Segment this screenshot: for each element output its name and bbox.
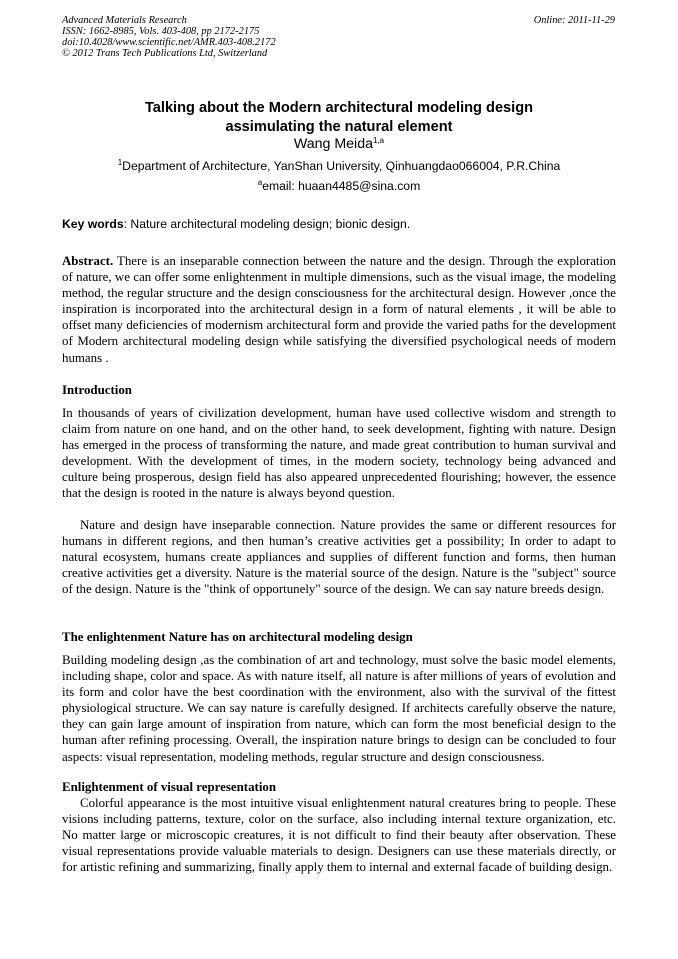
affiliation-text: Department of Architecture, YanShan University, Qinhuangdao066004, P.R.China [122,159,561,173]
intro-paragraph-2: Nature and design have inseparable connection. Nature provides the same or different resources for humans in different regions, and then human’s creative activities get a possibility; In order to adapt to natural ecosystem, humans create appliances and supplies of different function and forms, then human creative activities get a diversity. Nature is the material source of the design. Nature is the "subject" source of the design. Nature is the "think of opportunely" source of the design. We can say nature breeds design. [62,518,616,597]
author-line [62,136,616,152]
affiliation-superscript: 1 [117,158,123,167]
keywords-text: : Nature architectural modeling design; bionic design. [123,217,411,231]
email-superscript: a [257,178,263,187]
enlightenment-paragraph: Building modeling design ,as the combination of art and technology, must solve the basic model elements, including shape, color and space. As with nature itself, all nature is after millions of years of evolution and its form and color have the best coordination with the environment, also with the survival of the fittest physiological structure. We can say nature is carefully designed. If architects carefully observe the nature, they can gain large amount of inspiration from nature, which can form the most beneficial design to the human after refining processing. Overall, the inspiration nature brings to design can be concluded to four aspects: visual representation, modeling methods, regular structure and design consciousness. [62,653,616,764]
email-text: email: huaan4485@sina.com [262,179,421,193]
keywords [62,217,616,232]
intro-paragraph-1: In thousands of years of civilization development, human have used collective wisdom and strength to claim from nature on one hand, and on the other hand, to seek development, fighting with nature. Design has emerged in the process of transforming the nature, and made great contribution to human survival and development. With the development of times, in the modern society, technology being advanced and culture being prosperous, design field has also appeared unprecedented flourishing; however, the essence that the design is rooted in the nature is always beyond question. [62,406,616,501]
author-name: Wang Meida [293,136,373,152]
doi-line: doi:10.4028/www.scientific.net/AMR.403-408.2172 [62,37,276,48]
paper-title [62,99,616,137]
abstract-text: There is an inseparable connection between the nature and the design. Through the exploration of nature, we can offer some enlightenment in multiple dimensions, such as the visual image, the modeling method, the regular structure and the design consciousness for the architectural design. However ,once the inspiration is incorporated into the architectural design in a form of natural elements , it will be able to offset many deficiencies of modernism architectural form and provide the varied paths for the development of Modern architectural modeling design while satisfying the diversified psychological needs of modern humans . [62,254,616,365]
journal-header [62,15,276,59]
issn-line: ISSN: 1662-8985, Vols. 403-408, pp 2172-2175 [62,26,260,37]
visual-paragraph: Colorful appearance is the most intuitive visual enlightenment natural creatures bring to people. These visions including patterns, texture, color on the surface, also including internal texture organization, etc. No matter large or microscopic creatures, it is not difficult to find their beauty after observation. These visual representations provide valuable materials to design. Designers can use these materials directly, or for artistic refining and summarizing, finally apply them to internal and external facade of building design. [62,796,616,875]
subsection-heading-visual: Enlightenment of visual representation [62,780,277,794]
copyright-line: © 2012 Trans Tech Publications Ltd, Switzerland [62,48,268,59]
section-heading-enlightenment: The enlightenment Nature has on architectural modeling design [62,630,413,644]
author-email [62,179,616,194]
online-date: Online: 2011-11-29 [533,15,615,26]
title-line-1: Talking about the Modern architectural modeling design [144,100,534,116]
abstract-label: Abstract. [62,254,114,268]
keywords-label: Key words [62,217,124,231]
section-heading-introduction: Introduction [62,383,132,397]
abstract [62,253,616,366]
author-superscript: 1,a [373,136,385,145]
affiliation [62,159,616,174]
journal-name: Advanced Materials Research [62,15,187,26]
title-line-2: assimulating the natural element [225,119,453,135]
